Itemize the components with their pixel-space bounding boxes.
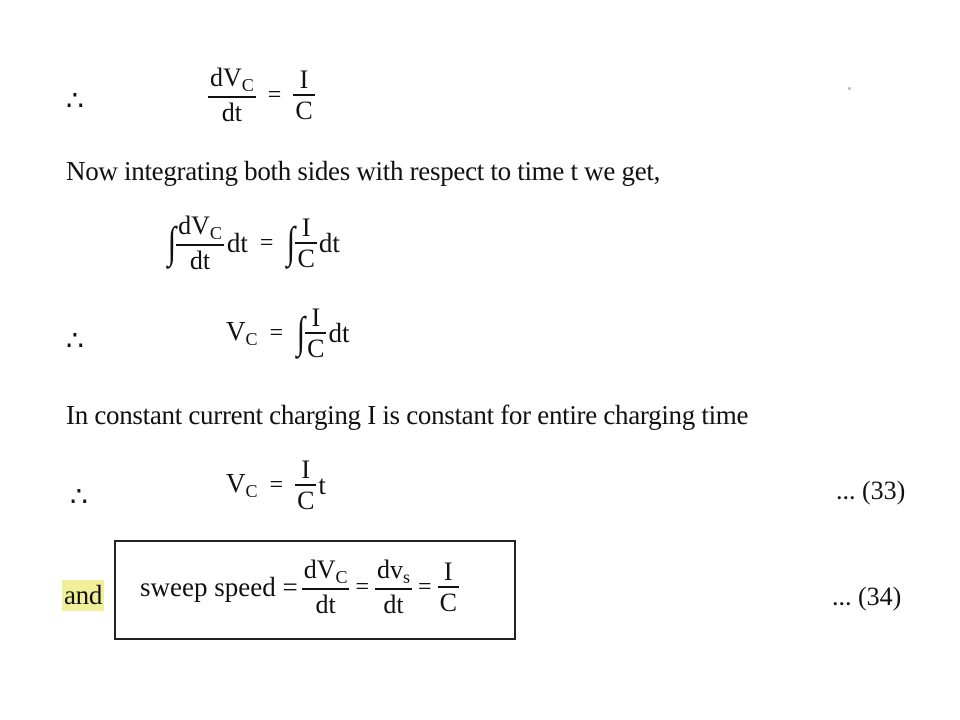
fraction-dvc-dt [302,556,350,618]
integral-sign: ∫ [287,218,296,268]
subscript: C [245,329,258,350]
equation-number-33: ... (33) [836,476,906,505]
differential-dt: dt [328,317,350,348]
numerator: dv [377,555,404,584]
subscript: C [209,223,222,243]
equals-sign: = [355,573,370,600]
equals-sign: = [269,319,284,346]
denominator: C [295,96,313,126]
equation-5 [140,556,459,618]
sweep-speed-label: sweep speed = [140,571,298,602]
numerator: I [299,64,309,94]
denominator: dt [315,589,336,619]
equation-2 [166,212,340,274]
denominator: C [297,486,315,516]
voltage-v: V [226,468,246,499]
speck-mark [848,87,851,90]
equation-1 [208,64,315,126]
differential-dt: dt [318,227,340,258]
paragraph-constant-current: In constant current charging I is constant for entire charging time [66,400,749,430]
denominator: dt [189,245,211,275]
fraction-i-c [293,66,314,125]
numerator: I [443,556,453,586]
equals-sign: = [269,471,284,498]
differential-dt: dt [226,227,248,258]
denominator: C [297,244,315,274]
equation-3 [226,304,349,363]
therefore-symbol-3: ∴ [70,482,88,513]
fraction-i-c [438,558,459,617]
paragraph-integrating: Now integrating both sides with respect to time t we get, [66,156,661,186]
subscript: s [403,567,411,587]
equals-sign: = [267,81,282,108]
denominator: dt [383,589,404,619]
fraction-i-c [305,304,326,363]
equation-number-34: ... (34) [832,582,902,611]
numerator: dV [303,555,336,584]
fraction-dvs-dt [375,556,412,618]
fraction-i-c [295,456,316,515]
numerator: dV [210,63,242,92]
denominator: C [439,588,457,618]
equation-4 [226,456,326,515]
numerator: I [311,303,321,332]
integral-sign: ∫ [167,218,177,268]
numerator: I [301,455,311,484]
equals-sign: = [259,229,274,256]
integral-sign: ∫ [296,308,306,358]
numerator: I [301,212,311,242]
subscript: C [241,75,254,95]
therefore-symbol-2: ∴ [66,326,84,357]
fraction-dvc-dt [176,212,224,274]
therefore-symbol-1: ∴ [66,86,84,117]
denominator: C [307,334,325,364]
voltage-v: V [226,316,246,347]
numerator: dV [178,211,210,240]
fraction-dvc-dt [208,64,256,126]
denominator: dt [221,97,243,127]
subscript: C [245,481,258,502]
time-t: t [318,469,326,500]
fraction-i-c [295,214,316,273]
equals-sign: = [418,573,432,600]
and-highlighted: and [64,580,103,610]
subscript: C [335,567,348,587]
